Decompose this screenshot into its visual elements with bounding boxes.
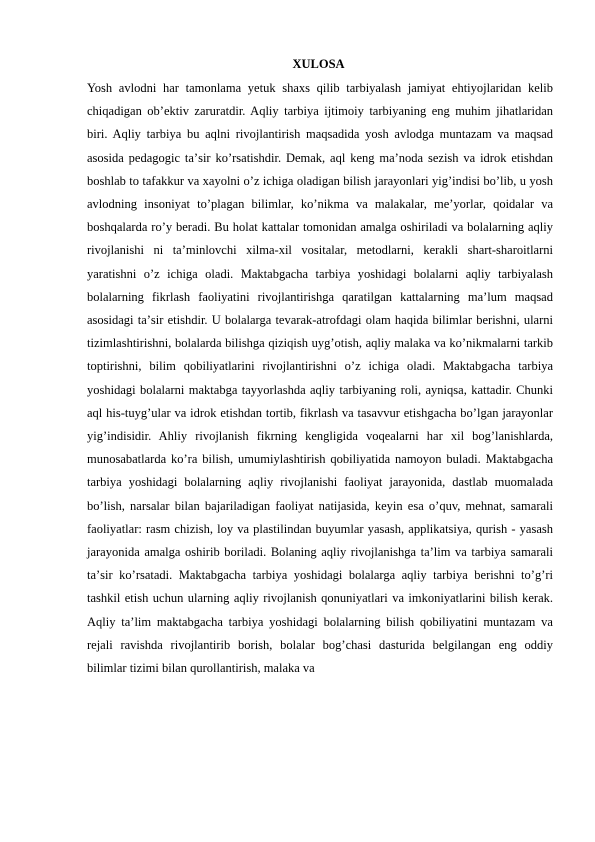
body-paragraph: Yosh avlodni har tamonlama yetuk shaxs qilib tarbiyalash jamiyat ehtiyojlaridan kelib chiqadigan obʼektiv zaruratdir. Aqliy tarbiya ijtimoiy tarbiyaning eng muhim jihatlaridan biri. Aqliy tarbiya bu aqlni rivojlantirish maqsadida yosh avlodga muntazam va maqsad asosida pedagogic taʼsir koʼrsatishdir. Demak, aql keng maʼnoda sezish va idrok etishdan boshlab to tafakkur va xayolni oʼz ichiga oladigan bilish jarayonlari yigʼindisi boʼlib, u yosh avlodning insoniyat toʼplagan bilimlar, koʼnikma va malakalar, meʼyorlar, qoidalar va boshqalarda roʼy beradi. Bu holat kattalar tomonidan amalga oshiriladi va bolalarning aqliy rivojlanishi ni taʼminlovchi xilma-xil vositalar, metodlarni, kerakli shart-sharoitlarni yaratishni oʼz ichiga oladi. Maktabgacha tarbiya yoshidagi bolalarni aqliy tarbiyalash bolalarning fikrlash faoliyatini rivojlantirishga qaratilgan kattalarning maʼlum maqsad asosidagi taʼsir etishdir. U bolalarga tevarak-atrofdagi olam haqida bilimlar berishni, ularni tizimlashtirishni, bolalarda bilishga qiziqish uygʼotish, aqliy malaka va koʼnikmalarni tarkib toptirishni, bilim qobiliyatlarini rivojlantirishni oʼz ichiga oladi. Maktabgacha tarbiya yoshidagi bolalarni maktabga tayyorlashda aqliy tarbiyaning roli, ayniqsa, kattadir. Chunki aql his-tuygʼular va idrok etishdan tortib, fikrlash va tasavvur etishgacha boʼlgan jarayonlar yigʼindisidir. Ahliy rivojlanish fikrning kengligida voqealarni har xil bogʼlanishlarda, munosabatlarda koʼra bilish, umumiylashtirish qobiliyatida namoyon buladi. Maktabgacha tarbiya yoshidagi bolalarning aqliy rivojlanishi faoliyat jarayonida, dastlab muomalada boʼlish, narsalar bilan bajariladigan faoliyat natijasida, keyin esa oʼquv, mehnat, samarali faoliyatlar: rasm chizish, loy va plastilindan buyumlar yasash, applikatsiya, qurish - yasash jarayonida amalga oshirib boriladi. Bolaning aqliy rivojlanishga taʼlim va tarbiya samarali taʼsir koʼrsatadi. Maktabgacha tarbiya yoshidagi bolalarga aqliy tarbiya berishni toʼgʼri tashkil etish uchun ularning aqliy rivojlanish qonuniyatlari va imkoniyatlarini bilish kerak. Aqliy taʼlim maktabgacha tarbiya yoshidagi bolalarning bilish qobiliyatini muntazam va rejali ravishda rivojlantirib borish, bolalar bogʼchasi dasturida belgilangan eng oddiy bilimlar tizimi bilan qurollantirish, malaka va — [87, 81, 553, 676]
document-title: XULOSA — [292, 57, 345, 71]
